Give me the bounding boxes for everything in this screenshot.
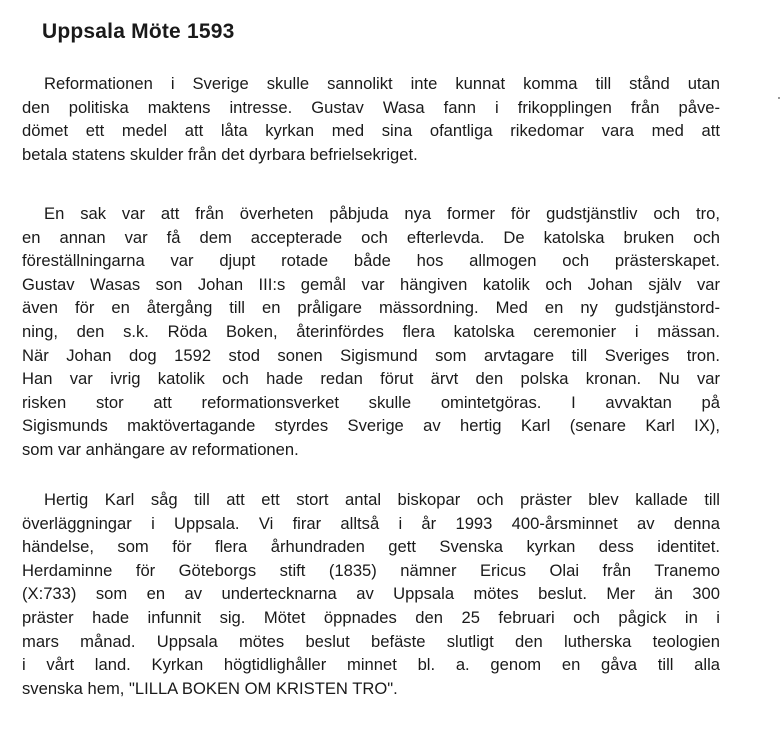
paragraph-line: i vårt land. Kyrkan högtidlighåller minnet bl. a. genom en gåva till alla (22, 655, 720, 675)
paragraph-line: Hertig Karl såg till att ett stort antal biskopar och präster blev kallade till (44, 490, 720, 509)
paragraph-line: dömet ett medel att låta kyrkan med sina ofantliga rikedomar vara med att (22, 121, 720, 141)
paragraph-line: en annan var få dem accepterade och efterlevda. De katolska bruken och (22, 227, 720, 247)
paragraph-line: (X:733) som en av undertecknarna av Uppsala mötes beslut. Mer än 300 (22, 584, 720, 604)
paragraph-line: Sigismunds maktövertagande styrdes Sverige av hertig Karl (senare Karl IX), (22, 416, 720, 436)
paragraph-line: som var anhängare av reformationen. (22, 439, 299, 459)
paragraph-line: föreställningarna var djupt rotade både hos allmogen och prästerskapet. (22, 251, 720, 271)
paragraph-line: präster hade infunnit sig. Mötet öppnades den 25 februari och pågick in i (22, 607, 720, 627)
scan-speck (778, 97, 780, 99)
paragraph-line: svenska hem, "LILLA BOKEN OM KRISTEN TRO". (22, 678, 398, 698)
paragraph-line: En sak var att från överheten påbjuda nya former för gudstjänstliv och tro, (44, 204, 720, 223)
paragraph-line: Herdaminne för Göteborgs stift (1835) nämner Ericus Olai från Tranemo (22, 560, 720, 580)
paragraph-line: även för en återgång till en pråligare mässordning. Med en ny gudstjänstord- (22, 298, 720, 318)
paragraph-line: betala statens skulder från det dyrbara befrielsekriget. (22, 144, 418, 164)
paragraph-line: händelse, som för flera århundraden gett Svenska kyrkan dess identitet. (22, 537, 720, 557)
paragraph-2 (22, 202, 720, 462)
paragraph-line: mars månad. Uppsala mötes beslut befäste slutligt den lutherska teologien (22, 631, 720, 651)
paragraph-line: Han var ivrig katolik och hade redan förut ärvt den polska kronan. Nu var (22, 369, 720, 389)
paragraph-line: När Johan dog 1592 stod sonen Sigismund som arvtagare till Sveriges tron. (22, 345, 720, 365)
paragraph-line: ning, den s.k. Röda Boken, återinfördes flera katolska ceremonier i mässan. (22, 321, 720, 341)
paragraph-3 (22, 488, 720, 700)
paragraph-line: överläggningar i Uppsala. Vi firar alltså i år 1993 400-årsminnet av denna (22, 513, 720, 533)
paragraph-line: Reformationen i Sverige skulle sannolikt inte kunnat komma till stånd utan (44, 74, 720, 93)
document-title: Uppsala Möte 1593 (42, 20, 235, 43)
paragraph-line: risken stor att reformationsverket skulle omintetgöras. I avvaktan på (22, 392, 720, 412)
paragraph-line: Gustav Wasas son Johan III:s gemål var hängiven katolik och Johan själv var (22, 274, 720, 294)
paragraph-1 (22, 72, 720, 166)
paragraph-line: den politiska maktens intresse. Gustav Wasa fann i frikopplingen från påve- (22, 97, 720, 117)
